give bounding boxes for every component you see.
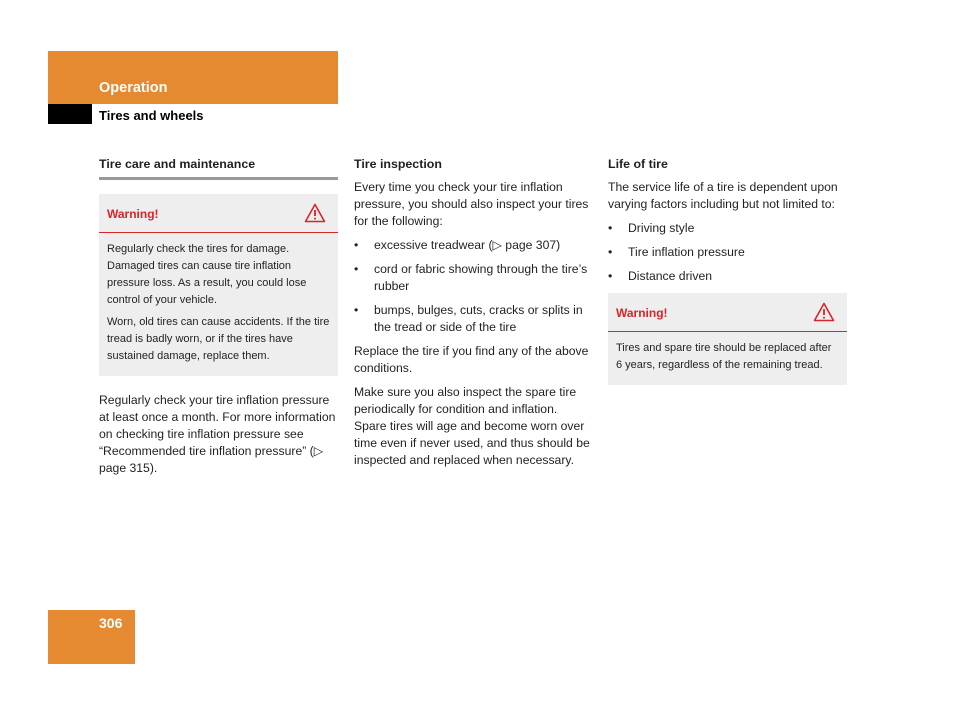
bullet-icon: • <box>608 221 613 235</box>
warning-triangle-icon <box>813 302 835 322</box>
page-number: 306 <box>99 615 123 631</box>
warning-box <box>608 293 847 385</box>
warning-text: Tires and spare tire should be replaced after 6 years, regardless of the remaining tread. <box>616 342 832 371</box>
warning-label: Warning! <box>107 207 159 221</box>
section-marker <box>48 104 92 124</box>
column-life-of-tire <box>608 156 847 401</box>
bullet-list <box>354 237 592 336</box>
heading-life-of-tire: Life of tire <box>608 157 668 171</box>
section-title: Operation <box>99 80 168 96</box>
heading-tire-care: Tire care and maintenance <box>99 156 338 180</box>
warning-box <box>99 194 338 376</box>
warning-label: Warning! <box>616 306 668 320</box>
bullet-icon: • <box>354 303 359 317</box>
list-item: • cord or fabric showing through the tire’s rubber <box>354 262 588 293</box>
header-band <box>48 51 338 104</box>
warning-triangle-icon <box>304 203 326 223</box>
list-item: • bumps, bulges, cuts, cracks or splits in the tread or side of the tire <box>354 303 583 334</box>
warning-body <box>99 233 338 376</box>
warning-text: Worn, old tires can cause accidents. If the tire tread is badly worn, or if the tires have sustained damage, replace them. <box>107 316 330 362</box>
column-tire-inspection <box>354 156 592 476</box>
bullet-list <box>608 220 847 285</box>
list-item: • Driving style <box>608 221 695 235</box>
paragraph: Replace the tire if you find any of the above conditions. <box>354 344 589 375</box>
warning-text: Regularly check the tires for damage. Damaged tires can cause tire inflation pressure loss. As a result, you could lose control of your vehicle. <box>107 243 307 306</box>
paragraph: Every time you check your tire inflation pressure, you should also inspect your tires for the following: <box>354 180 589 228</box>
column-tire-care <box>99 156 338 484</box>
bullet-icon: • <box>354 238 359 252</box>
list-item: • excessive treadwear (▷ page 307) <box>354 238 561 252</box>
list-item: • Distance driven <box>608 269 712 283</box>
subsection-title: Tires and wheels <box>99 108 204 123</box>
warning-body <box>608 332 847 385</box>
warning-header <box>608 293 847 332</box>
bullet-icon: • <box>608 245 613 259</box>
bullet-icon: • <box>608 269 613 283</box>
paragraph: Regularly check your tire inflation pressure at least once a month. For more information on checking tire inflation pressure see “Recommended tire inflation pressure” (▷ page 315). <box>99 393 336 475</box>
paragraph: The service life of a tire is dependent upon varying factors including but not limited to: <box>608 180 838 211</box>
bullet-icon: • <box>354 262 359 276</box>
warning-header <box>99 194 338 233</box>
paragraph: Make sure you also inspect the spare tire periodically for condition and inflation. Spare tires will age and become worn over time even if never used, and thus should be inspected and replaced when necessary. <box>354 385 590 467</box>
heading-tire-inspection: Tire inspection <box>354 157 442 171</box>
list-item: • Tire inflation pressure <box>608 245 745 259</box>
